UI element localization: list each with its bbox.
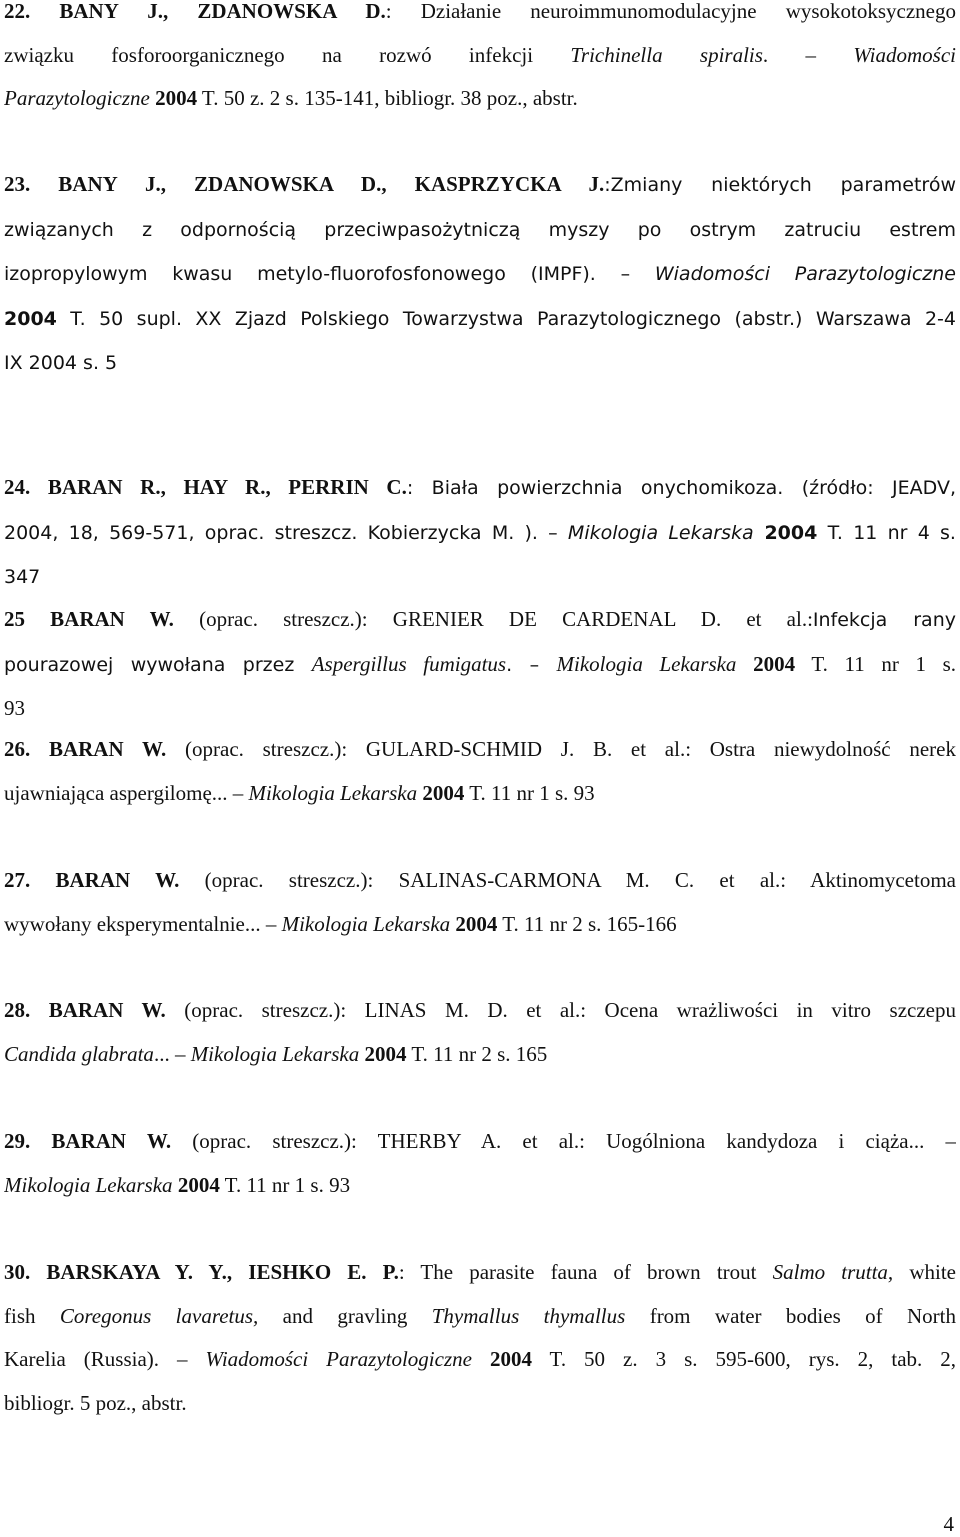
entry-line (4, 0, 956, 34)
entry-line (4, 555, 956, 600)
entry-line (4, 466, 956, 511)
entry-text: 2004 (417, 780, 465, 805)
entry-text: (oprac. streszcz.): LINAS M. D. et al.: Ocena wrażliwości in vitro szczepu (165, 998, 956, 1022)
entry-text: 25 BARAN W. (4, 607, 174, 631)
entry-text: IX 2004 s. 5 (4, 352, 118, 374)
entry-text: związanych z odpornością przeciwpasożytniczą myszy po ostrym zatruciu estrem (4, 218, 956, 241)
entry-text: 26. BARAN W. (4, 737, 167, 761)
entry-text: Thymallus thymallus (431, 1303, 626, 1328)
entry-text: T. 50 z. 3 s. 595-600, rys. 2, tab. 2, (531, 1347, 956, 1371)
entry-text: Infekcja rany (812, 609, 956, 631)
entry-text: 93 (4, 696, 25, 720)
bibliography-entry-25 (4, 598, 956, 731)
entry-text: Mikologia Lekarska (248, 780, 418, 805)
entry-text: from water bodies of North (625, 1303, 956, 1328)
entry-line (4, 208, 956, 253)
entry-text: 2004 (736, 651, 796, 676)
entry-text: Aspergillus fumigatus (311, 651, 507, 676)
entry-text: T. 11 nr 1 s. 93 (464, 780, 595, 805)
entry-text: 2004 (172, 1172, 220, 1197)
entry-line (4, 77, 956, 121)
entry-text: : Biała powierzchnia onychomikoza. (źródło: JEADV, (406, 477, 956, 499)
entry-text: bibliogr. 5 poz., abstr. (4, 1390, 187, 1415)
entry-text: (oprac. streszcz.): THERBY A. et al.: Uogólniona kandydoza i ciąża... – (171, 1129, 956, 1153)
entry-text: Mikologia Lekarska (281, 911, 451, 936)
entry-text: Wiadomości Parazytologiczne (654, 263, 956, 285)
entry-text: 2004 (155, 86, 198, 110)
entry-line (4, 598, 956, 643)
bibliography-entry-24 (4, 466, 956, 600)
entry-text: 28. BARAN W. (4, 998, 166, 1022)
entry-text: T. 11 nr 4 s. (817, 521, 956, 544)
entry-line (4, 903, 956, 947)
entry-text: Wiadomości (853, 42, 956, 67)
entry-line (4, 1338, 956, 1382)
entry-text: Candida glabrata (4, 1041, 154, 1066)
entry-text: T. 11 nr 2 s. 165 (406, 1041, 548, 1066)
entry-line (4, 1033, 956, 1077)
entry-text: Mikologia Lekarska (4, 1172, 173, 1197)
entry-text: T. 50 z. 2 s. 135-141, bibliogr. 38 poz., abstr. (197, 86, 578, 110)
entry-text: 2004 (753, 521, 818, 544)
entry-text: 23. BANY J., ZDANOWSKA D., KASPRZYCKA J. (4, 172, 605, 196)
entry-text: 2004 (450, 911, 498, 936)
bibliography-entry-30 (4, 1251, 956, 1425)
entry-text: (oprac. streszcz.): GRENIER DE CARDENAL D. et al.: (173, 607, 813, 631)
bibliography-entry-26 (4, 728, 956, 815)
entry-text: Mikologia Lekarska (190, 1041, 360, 1066)
entry-line (4, 643, 956, 688)
entry-line (4, 297, 956, 342)
entry-line (4, 163, 956, 208)
entry-text: T. 11 nr 1 s. 93 (219, 1172, 351, 1197)
entry-text: : The parasite fauna of brown trout (398, 1260, 773, 1284)
entry-text: 2004 (471, 1347, 532, 1371)
entry-text: T. 50 supl. XX Zjazd Polskiego Towarzystwa Parazytologicznego (abstr.) Warszawa 2-4 (56, 307, 956, 330)
bibliography-entry-29 (4, 1120, 956, 1207)
entry-text: : Działanie neuroimmunomodulacyjne wysokotoksycznego (385, 0, 956, 23)
entry-text: 29. BARAN W. (4, 1129, 172, 1153)
entry-line (4, 989, 956, 1033)
entry-line (4, 1382, 956, 1426)
entry-text: izopropylowym kwasu metylo-fluorofosfonowego (IMPF). – (4, 263, 655, 285)
entry-text: Parazytologiczne (4, 86, 156, 110)
entry-line (4, 1295, 956, 1339)
entry-text: wywołany eksperymentalnie... – (4, 911, 282, 936)
entry-line (4, 1251, 956, 1295)
entry-text: Wiadomości Parazytologiczne (205, 1347, 472, 1371)
entry-text: Karelia (Russia). – (4, 1347, 206, 1371)
bibliography-entry-28 (4, 989, 956, 1076)
entry-text: Mikologia Lekarska (556, 651, 737, 676)
entry-text: Trichinella spiralis (570, 42, 763, 67)
entry-text: . – (762, 42, 854, 67)
entry-line (4, 34, 956, 78)
entry-line (4, 1164, 956, 1208)
page-number: 4 (943, 1512, 954, 1536)
entry-line (4, 772, 956, 816)
entry-line (4, 511, 956, 556)
entry-text: 27. BARAN W. (4, 868, 180, 892)
entry-text: (oprac. streszcz.): SALINAS-CARMONA M. C. et al.: Aktinomycetoma (179, 868, 956, 892)
entry-text: ... – (153, 1041, 191, 1066)
entry-text: 347 (4, 566, 41, 588)
entry-line (4, 1120, 956, 1164)
entry-text: ujawniająca aspergilomę... – (4, 780, 249, 805)
entry-line (4, 341, 956, 386)
entry-text: . – (506, 653, 557, 676)
bibliography-entry-23 (4, 163, 956, 386)
entry-text: 30. BARSKAYA Y. Y., IESHKO E. P. (4, 1260, 399, 1284)
entry-text: Mikologia Lekarska (567, 521, 754, 544)
entry-text: 2004 (4, 307, 57, 330)
entry-text: 2004, 18, 569-571, oprac. streszcz. Kobierzycka M. ). – (4, 521, 568, 544)
entry-text: (oprac. streszcz.): GULARD-SCHMID J. B. et al.: Ostra niewydolność nerek (166, 737, 956, 761)
entry-text: Coregonus lavaretus, (59, 1303, 259, 1328)
entry-text: 2004 (359, 1041, 407, 1066)
entry-text: white (893, 1260, 956, 1284)
entry-text: związku fosforoorganicznego na rozwó infekcji (4, 42, 571, 67)
bibliography-entry-22 (4, 0, 956, 121)
entry-text: T. 11 nr 1 s. (795, 651, 956, 676)
entry-text: pourazowej wywołana przez (4, 653, 312, 676)
entry-line (4, 728, 956, 772)
entry-text: 22. BANY J., ZDANOWSKA D. (4, 0, 386, 23)
entry-line (4, 687, 956, 731)
entry-line (4, 859, 956, 903)
entry-text: :Zmiany niektórych parametrów (604, 174, 956, 196)
entry-line (4, 252, 956, 297)
entry-text: fish (4, 1303, 60, 1328)
entry-text: T. 11 nr 2 s. 165-166 (497, 911, 677, 936)
entry-text: Salmo trutta, (772, 1260, 894, 1284)
entry-text: 24. BARAN R., HAY R., PERRIN C. (4, 475, 407, 499)
entry-text: and gravling (258, 1303, 432, 1328)
bibliography-entry-27 (4, 859, 956, 946)
